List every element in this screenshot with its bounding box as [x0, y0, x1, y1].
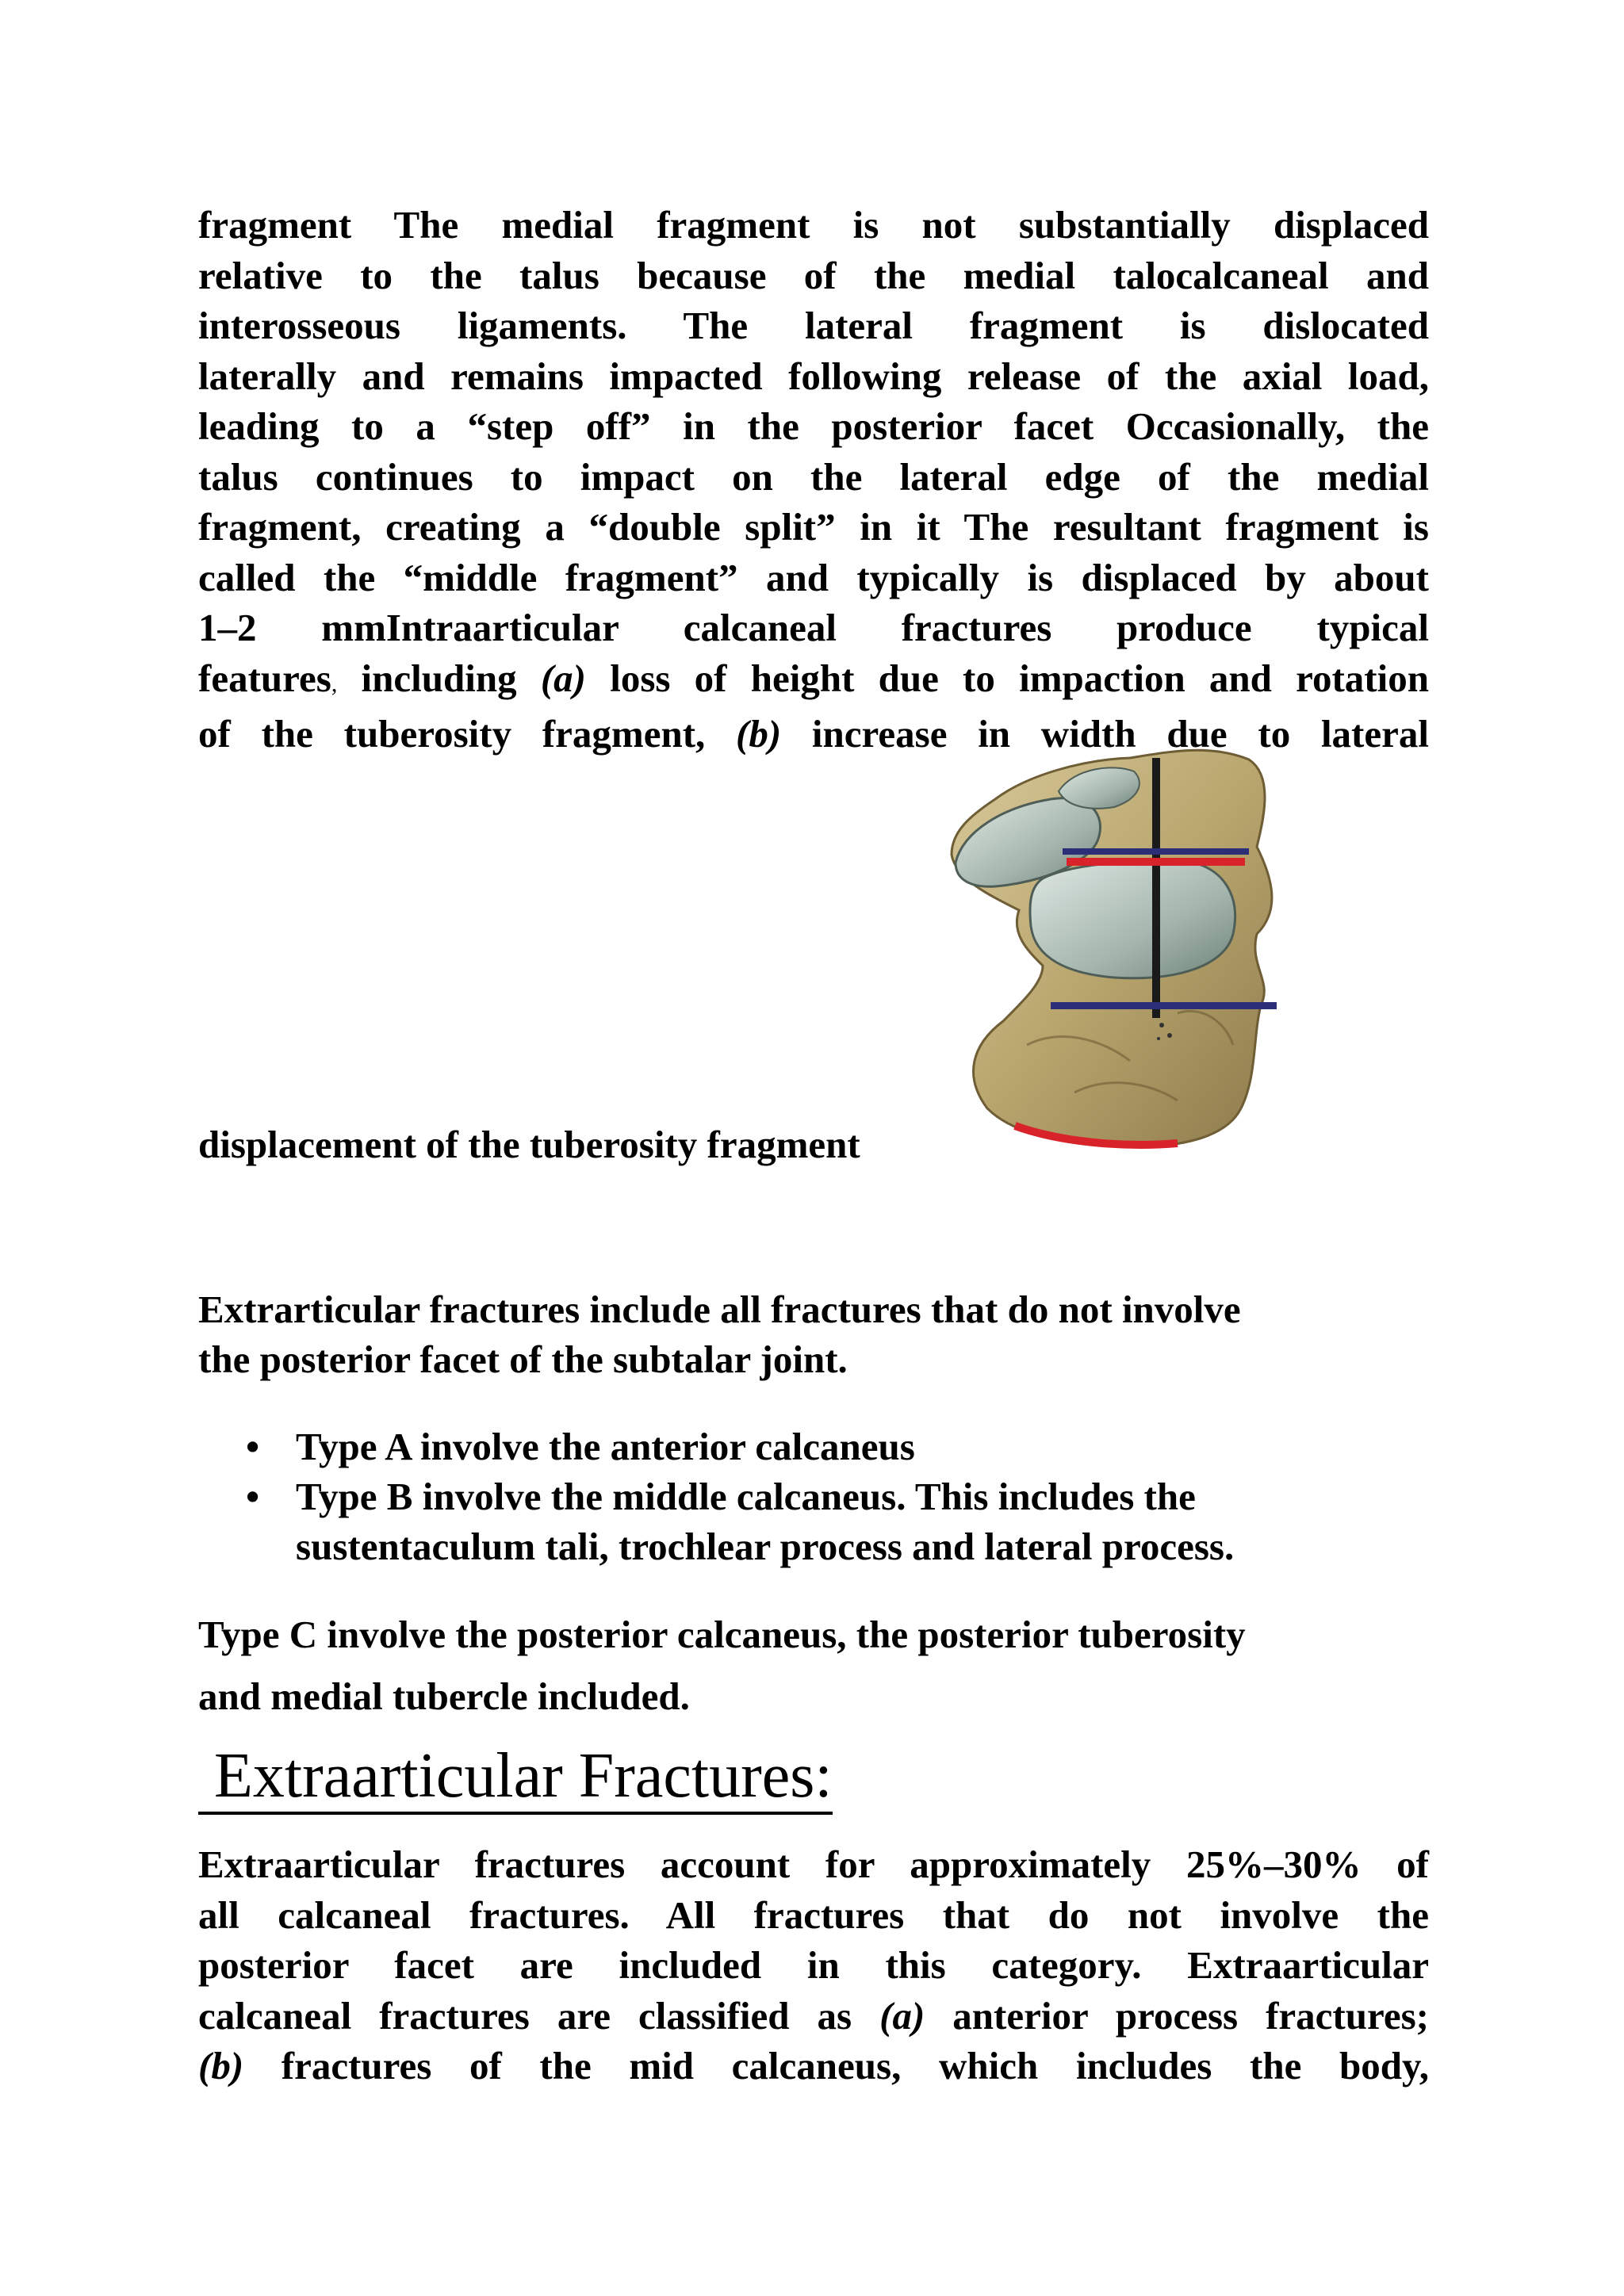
emphasis-a: (a) — [879, 1993, 925, 2038]
list-item — [198, 1471, 1429, 1571]
text-line: laterally and remains impacted following release of the axial load, — [198, 354, 1429, 398]
blue-line-bottom — [1051, 1002, 1277, 1009]
list-item-text: Type A involve the anterior calcaneus — [296, 1425, 915, 1468]
list-item-text: sustentaculum tali, trochlear process and lateral process. — [296, 1525, 1235, 1568]
text-line — [198, 1991, 1429, 2042]
text-segment: fractures of the mid calcaneus, which includes the body, — [243, 2044, 1429, 2087]
text-line: relative to the talus because of the medial talocalcaneal and — [198, 253, 1429, 297]
text-segment: , — [331, 670, 338, 697]
text-segment: anterior process fractures; — [925, 1993, 1429, 2038]
text-line — [198, 653, 1429, 710]
text-line: fragment, creating a “double split” in it The resultant fragment is — [198, 505, 1429, 549]
text-line: the posterior facet of the subtalar joint. — [198, 1337, 848, 1381]
text-line: Extrarticular fractures include all fractures that do not involve — [198, 1288, 1241, 1331]
text-segment: loss of height due to impaction and rotation — [586, 656, 1429, 700]
text-line: talus continues to impact on the lateral edge of the medial — [198, 454, 1429, 499]
paragraph-extrarticular — [198, 1284, 1429, 1384]
emphasis-b: (b) — [736, 712, 782, 756]
text-line: posterior facet are included in this category. Extraarticular — [198, 1943, 1429, 1987]
fracture-type-list — [198, 1422, 1429, 1571]
text-line — [198, 2041, 1429, 2091]
text-line: 1–2 mmIntraarticular calcaneal fractures produce typical — [198, 606, 1429, 649]
paragraph-intraarticular — [198, 200, 1429, 760]
emphasis-b: (b) — [198, 2044, 244, 2087]
text-segment: calcaneal fractures are classified as — [198, 1993, 880, 2038]
list-item — [198, 1422, 1429, 1471]
emphasis-a: (a) — [540, 656, 586, 700]
dot — [1157, 1037, 1160, 1040]
text-segment: features — [198, 656, 331, 700]
text-line: fragment The medial fragment is not substantially displaced — [198, 203, 1429, 247]
red-line-top — [1067, 858, 1245, 866]
text-line: called the “middle fragment” and typically is displaced by about — [198, 555, 1429, 599]
middle-facet — [1030, 861, 1235, 978]
bullet-icon: • — [246, 1425, 260, 1468]
text-line: leading to a “step off” in the posterior facet Occasionally, the — [198, 404, 1429, 448]
text-segment: increase in width due to lateral — [781, 712, 1429, 756]
bullet-icon: • — [246, 1475, 260, 1518]
blue-line-top — [1063, 848, 1249, 855]
text-line: displacement of the tuberosity fragment — [198, 1123, 860, 1166]
text-line: and medial tubercle included. — [198, 1674, 690, 1718]
paragraph-type-c — [198, 1609, 1429, 1722]
paragraph-extraarticular-detail — [198, 1839, 1429, 2091]
text-line: Type C involve the posterior calcaneus, the posterior tuberosity — [198, 1613, 1246, 1656]
text-line: all calcaneal fractures. All fractures that do not involve the — [198, 1892, 1429, 1937]
text-line: Extraarticular fractures account for approximately 25%–30% of — [198, 1843, 1429, 1886]
text-segment: including — [337, 656, 541, 700]
list-item-text: Type B involve the middle calcaneus. This includes the — [296, 1475, 1196, 1518]
section-heading: Extraarticular Fractures: — [198, 1740, 833, 1815]
vertical-line — [1152, 758, 1160, 1018]
calcaneus-illustration — [940, 744, 1289, 1160]
text-line: interosseous ligaments. The lateral fragment is dislocated — [198, 304, 1429, 347]
dot — [1159, 1023, 1164, 1027]
text-segment: of the tuberosity fragment, — [198, 712, 737, 756]
dot — [1167, 1033, 1172, 1038]
